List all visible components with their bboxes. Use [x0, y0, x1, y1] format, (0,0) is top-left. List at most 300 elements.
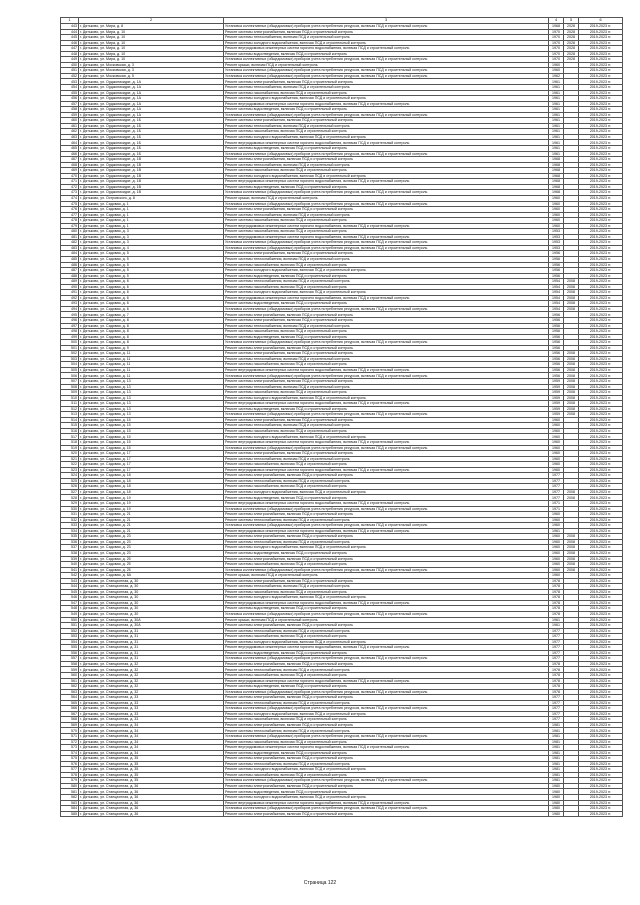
address-cell: г. Дятьково, ул. Станционная, д. 34	[79, 739, 224, 745]
last-repair-year-cell: 2028	[564, 51, 579, 57]
address-cell: г. Дятьково, ул. Орджоникидзе, д. 1В	[79, 162, 224, 168]
address-cell: г. Дятьково, ул. Орджоникидзе, д. 1А	[79, 112, 224, 118]
row-number-cell: 459	[61, 112, 79, 118]
address-cell: г. Дятьково, ул. Садовая, д. 11	[79, 367, 224, 373]
table-row	[61, 811, 623, 817]
planned-period-cell: 2019-2023 гг.	[579, 57, 623, 63]
address-cell: г. Дятьково, ул. Мира, д. 10	[79, 57, 224, 63]
address-cell: г. Дятьково, ул. Садовая, д. 17	[79, 462, 224, 468]
work-type-cell: Ремонт системы теплоснабжения, включая ПСД и строительный контроль	[224, 728, 549, 734]
address-cell: г. Дятьково, ул. Станционная, д. 33	[79, 695, 224, 701]
address-cell: г. Дятьково, ул. Орджоникидзе, д. 1А	[79, 107, 224, 113]
work-type-cell: Ремонт внутридомовых инженерных систем горячего водоснабжения, включая ПСД и строительный контроль	[224, 46, 549, 52]
row-number-cell: 478	[61, 218, 79, 224]
row-number-cell: 565	[61, 700, 79, 706]
address-cell: г. Дятьково, ул. Мира, д. 10	[79, 46, 224, 52]
planned-period-cell: 2019-2023 гг.	[579, 678, 623, 684]
planned-period-cell: 2019-2023 гг.	[579, 223, 623, 229]
row-number-cell: 517	[61, 434, 79, 440]
work-type-cell: Ремонт системы теплоснабжения, включая ПСД и строительный контроль	[224, 85, 549, 91]
row-number-cell: 464	[61, 140, 79, 146]
build-year-cell: 1977	[549, 489, 564, 495]
build-year-cell: 1970	[549, 29, 564, 35]
build-year-cell: 1977	[549, 628, 564, 634]
row-number-cell: 505	[61, 367, 79, 373]
address-cell: г. Дятьково, ул. Садовая, д. 11	[79, 356, 224, 362]
row-number-cell: 451	[61, 68, 79, 74]
address-cell: г. Дятьково, ул. Станционная, д. 30А	[79, 623, 224, 629]
address-cell: г. Дятьково, ул. Станционная, д. 32	[79, 689, 224, 695]
build-year-cell: 1981	[549, 722, 564, 728]
work-type-cell: Ремонт системы электроснабжения, включая ПСД и строительный контроль	[224, 417, 549, 423]
last-repair-year-cell: 2028	[564, 35, 579, 41]
build-year-cell: 1971	[549, 501, 564, 507]
build-year-cell: 1956	[549, 273, 564, 279]
build-year-cell: 1977	[549, 473, 564, 479]
address-cell: г. Дятьково, ул. Станционная, д. 31	[79, 639, 224, 645]
build-year-cell: 1968	[549, 179, 564, 185]
row-number-cell: 449	[61, 57, 79, 63]
row-number-cell: 577	[61, 767, 79, 773]
last-repair-year-cell: 2028	[564, 57, 579, 63]
planned-period-cell: 2019-2023 гг.	[579, 356, 623, 362]
work-type-cell: Ремонт системы теплоснабжения, включая ПСД и строительный контроль	[224, 256, 549, 262]
work-type-cell: Установка коллективных (общедомовых) приборов учета потребления ресурсов, включая ПСД и строительный контроль	[224, 57, 549, 63]
planned-period-cell: 2019-2023 гг.	[579, 256, 623, 262]
build-year-cell: 1961	[549, 118, 564, 124]
row-number-cell: 465	[61, 146, 79, 152]
row-number-cell: 559	[61, 667, 79, 673]
address-cell: г. Дятьково, ул. Садовая, д. 5	[79, 273, 224, 279]
planned-period-cell: 2019-2023 гг.	[579, 24, 623, 30]
build-year-cell: 1970	[549, 51, 564, 57]
work-type-cell: Установка коллективных (общедомовых) приборов учета потребления ресурсов, включая ПСД и строительный контроль	[224, 778, 549, 784]
planned-period-cell: 2019-2023 гг.	[579, 334, 623, 340]
row-number-cell: 562	[61, 684, 79, 690]
work-type-cell: Ремонт системы электроснабжения, включая ПСД и строительный контроль	[224, 623, 549, 629]
work-type-cell: Ремонт системы холодного водоснабжения, включая ПСД и строительный контроль	[224, 711, 549, 717]
address-cell: г. Дятьково, ул. Станционная, д. 34	[79, 734, 224, 740]
last-repair-year-cell: 2008	[564, 373, 579, 379]
build-year-cell: 1960	[549, 562, 564, 568]
planned-period-cell: 2019-2023 гг.	[579, 390, 623, 396]
work-type-cell: Ремонт системы электроснабжения, включая ПСД и строительный контроль	[224, 556, 549, 562]
row-number-cell: 531	[61, 512, 79, 518]
planned-period-cell: 2019-2023 гг.	[579, 229, 623, 235]
row-number-cell: 443	[61, 24, 79, 30]
work-type-cell: Ремонт системы теплоснабжения, включая ПСД и строительный контроль	[224, 456, 549, 462]
planned-period-cell: 2019-2023 гг.	[579, 567, 623, 573]
address-cell: г. Дятьково, ул. Садовая, д. 13	[79, 401, 224, 407]
work-type-cell: Ремонт системы холодного водоснабжения, включая ПСД и строительный контроль	[224, 595, 549, 601]
address-cell: г. Дятьково, ул. Орджоникидзе, д. 1А	[79, 101, 224, 107]
work-type-cell: Ремонт внутридомовых инженерных систем горячего водоснабжения, включая ПСД и строительный контроль	[224, 367, 549, 373]
build-year-cell: 1978	[549, 600, 564, 606]
row-number-cell: 561	[61, 678, 79, 684]
row-number-cell: 487	[61, 268, 79, 274]
row-number-cell: 490	[61, 284, 79, 290]
work-type-cell: Ремонт системы электроснабжения, включая ПСД и строительный контроль	[224, 312, 549, 318]
build-year-cell: 1981	[549, 734, 564, 740]
planned-period-cell: 2019-2023 гг.	[579, 734, 623, 740]
address-cell: г. Дятьково, ул. Садовая, д. 7	[79, 312, 224, 318]
address-cell: г. Дятьково, ул. Станционная, д. 35	[79, 756, 224, 762]
row-number-cell: 572	[61, 739, 79, 745]
row-number-cell: 532	[61, 517, 79, 523]
planned-period-cell: 2019-2023 гг.	[579, 51, 623, 57]
work-type-cell: Установка коллективных (общедомовых) приборов учета потребления ресурсов, включая ПСД и строительный контроль	[224, 412, 549, 418]
row-number-cell: 582	[61, 795, 79, 801]
address-cell: г. Дятьково, ул. Садовая, д. 18	[79, 484, 224, 490]
address-cell: г. Дятьково, ул. Садовая, д. 17	[79, 451, 224, 457]
row-number-cell: 501	[61, 345, 79, 351]
address-cell: г. Дятьково, ул. Садовая, д. 13	[79, 406, 224, 412]
build-year-cell: 1978	[549, 589, 564, 595]
row-number-cell: 578	[61, 772, 79, 778]
work-type-cell: Ремонт системы водоотведения, включая ПСД и строительный контроль	[224, 789, 549, 795]
address-cell: г. Дятьково, ул. Садовая, д. 5	[79, 262, 224, 268]
work-type-cell: Ремонт системы газоснабжения, включая ПСД и строительный контроль	[224, 562, 549, 568]
last-repair-year-cell: 2008	[564, 406, 579, 412]
planned-period-cell: 2019-2023 гг.	[579, 772, 623, 778]
address-cell: г. Дятьково, ул. Садовая, д. 8	[79, 323, 224, 329]
address-cell: г. Дятьково, ул. Садовая, д. 11	[79, 351, 224, 357]
build-year-cell: 1960	[549, 428, 564, 434]
address-cell: г. Дятьково, ул. Садовая, д. 23	[79, 550, 224, 556]
build-year-cell: 1953	[549, 234, 564, 240]
address-cell: г. Дятьково, ул. Садовая, д. 8	[79, 329, 224, 335]
work-type-cell: Ремонт системы водоотведения, включая ПСД и строительный контроль	[224, 107, 549, 113]
build-year-cell: 1980	[549, 806, 564, 812]
build-year-cell: 1959	[549, 379, 564, 385]
build-year-cell: 1980	[549, 811, 564, 817]
planned-period-cell: 2019-2023 гг.	[579, 362, 623, 368]
row-number-cell: 538	[61, 550, 79, 556]
work-type-cell: Ремонт системы электроснабжения, включая ПСД и строительный контроль	[224, 661, 549, 667]
build-year-cell: 1970	[549, 40, 564, 46]
build-year-cell: 1977	[549, 695, 564, 701]
planned-period-cell: 2019-2023 гг.	[579, 218, 623, 224]
build-year-cell: 1981	[549, 750, 564, 756]
work-type-cell: Ремонт системы электроснабжения, включая ПСД и строительный контроль	[224, 29, 549, 35]
build-year-cell: 1961	[549, 85, 564, 91]
planned-period-cell: 2019-2023 гг.	[579, 634, 623, 640]
row-number-cell: 474	[61, 195, 79, 201]
row-number-cell: 519	[61, 445, 79, 451]
address-cell: г. Дятьково, ул. Садовая, д. 8	[79, 340, 224, 346]
row-number-cell: 446	[61, 40, 79, 46]
build-year-cell: 1961	[549, 123, 564, 129]
row-number-cell: 480	[61, 229, 79, 235]
build-year-cell: 1977	[549, 650, 564, 656]
build-year-cell: 1953	[549, 245, 564, 251]
work-type-cell: Ремонт системы теплоснабжения, включая ПСД и строительный контроль	[224, 761, 549, 767]
build-year-cell: 1961	[549, 623, 564, 629]
planned-period-cell: 2019-2023 гг.	[579, 717, 623, 723]
build-year-cell: 1978	[549, 678, 564, 684]
address-cell: г. Дятьково, ул. Станционная, д. 36	[79, 811, 224, 817]
planned-period-cell: 2019-2023 гг.	[579, 800, 623, 806]
address-cell: г. Дятьково, ул. Садовая, д. 3	[79, 229, 224, 235]
address-cell: г. Дятьково, ул. Станционная, д. 31	[79, 656, 224, 662]
last-repair-year-cell: 2008	[564, 295, 579, 301]
planned-period-cell: 2019-2023 гг.	[579, 478, 623, 484]
row-number-cell: 529	[61, 501, 79, 507]
build-year-cell: 1981	[549, 778, 564, 784]
planned-period-cell: 2019-2023 гг.	[579, 806, 623, 812]
last-repair-year-cell: 2028	[564, 46, 579, 52]
work-type-cell: Установка коллективных (общедомовых) приборов учета потребления ресурсов, включая ПСД и строительный контроль	[224, 506, 549, 512]
work-type-cell: Ремонт системы газоснабжения, включая ПСД и строительный контроль	[224, 129, 549, 135]
build-year-cell: 1968	[549, 190, 564, 196]
work-type-cell: Ремонт внутридомовых инженерных систем горячего водоснабжения, включая ПСД и строительный контроль	[224, 295, 549, 301]
address-cell: г. Дятьково, ул. Станционная, д. 32	[79, 667, 224, 673]
last-repair-year-cell: 2008	[564, 534, 579, 540]
row-number-cell: 540	[61, 562, 79, 568]
work-type-cell: Ремонт системы теплоснабжения, включая ПСД и строительный контроль	[224, 123, 549, 129]
work-type-cell: Ремонт крыши, включая ПСД и строительный контроль	[224, 62, 549, 68]
address-cell: г. Дятьково, ул. Станционная, д. 33	[79, 706, 224, 712]
row-number-cell: 521	[61, 456, 79, 462]
work-type-cell: Ремонт внутридомовых инженерных систем горячего водоснабжения, включая ПСД и строительный контроль	[224, 501, 549, 507]
planned-period-cell: 2019-2023 гг.	[579, 689, 623, 695]
build-year-cell: 1970	[549, 35, 564, 41]
planned-period-cell: 2019-2023 гг.	[579, 312, 623, 318]
row-number-cell: 524	[61, 473, 79, 479]
work-type-cell: Ремонт системы газоснабжения, включая ПСД и строительный контроль	[224, 390, 549, 396]
planned-period-cell: 2019-2023 гг.	[579, 462, 623, 468]
row-number-cell: 445	[61, 35, 79, 41]
row-number-cell: 557	[61, 656, 79, 662]
address-cell: г. Дятьково, ул. Садовая, д. 18	[79, 478, 224, 484]
address-cell: г. Дятьково, ул. Садовая, д. 9	[79, 345, 224, 351]
row-number-cell: 447	[61, 46, 79, 52]
row-number-cell: 533	[61, 523, 79, 529]
planned-period-cell: 2019-2023 гг.	[579, 550, 623, 556]
planned-period-cell: 2019-2023 гг.	[579, 62, 623, 68]
address-cell: г. Дятьково, ул. Станционная, д. 30А	[79, 617, 224, 623]
build-year-cell: 1977	[549, 639, 564, 645]
work-type-cell: Ремонт крыши, включая ПСД и строительный контроль	[224, 573, 549, 579]
build-year-cell: 1960	[549, 512, 564, 518]
address-cell: г. Дятьково, ул. Станционная, д. 34	[79, 722, 224, 728]
work-type-cell: Ремонт системы водоотведения, включая ПСД и строительный контроль	[224, 495, 549, 501]
build-year-cell: 1954	[549, 301, 564, 307]
work-type-cell: Ремонт системы электроснабжения, включая ПСД и строительный контроль	[224, 512, 549, 518]
row-number-cell: 469	[61, 168, 79, 174]
row-number-cell: 495	[61, 312, 79, 318]
row-number-cell: 563	[61, 689, 79, 695]
last-repair-year-cell: 2008	[564, 556, 579, 562]
work-type-cell: Ремонт системы водоотведения, включая ПСД и строительный контроль	[224, 301, 549, 307]
address-cell: г. Дятьково, ул. Станционная, д. 30	[79, 611, 224, 617]
address-cell: г. Дятьково, ул. Станционная, д. 36	[79, 789, 224, 795]
address-cell: г. Дятьково, ул. Садовая, д. 18	[79, 489, 224, 495]
build-year-cell: 1961	[549, 107, 564, 113]
planned-period-cell: 2019-2023 гг.	[579, 639, 623, 645]
address-cell: г. Дятьково, ул. Садовая, д. 15	[79, 440, 224, 446]
build-year-cell: 1956	[549, 256, 564, 262]
row-number-cell: 489	[61, 279, 79, 285]
work-type-cell: Ремонт внутридомовых инженерных систем горячего водоснабжения, включая ПСД и строительный контроль	[224, 440, 549, 446]
row-number-cell: 535	[61, 534, 79, 540]
work-type-cell: Ремонт внутридомовых инженерных систем горячего водоснабжения, включая ПСД и строительный контроль	[224, 234, 549, 240]
row-number-cell: 452	[61, 73, 79, 79]
build-year-cell: 1977	[549, 700, 564, 706]
work-type-cell: Ремонт системы электроснабжения, включая ПСД и строительный контроль	[224, 451, 549, 457]
planned-period-cell: 2019-2023 гг.	[579, 489, 623, 495]
build-year-cell: 1968	[549, 157, 564, 163]
last-repair-year-cell: 2008	[564, 412, 579, 418]
address-cell: г. Дятьково, ул. Станционная, д. 30	[79, 589, 224, 595]
work-type-cell: Ремонт системы теплоснабжения, включая ПСД и строительный контроль	[224, 539, 549, 545]
work-type-cell: Ремонт системы теплоснабжения, включая ПСД и строительный контроль	[224, 212, 549, 218]
address-cell: г. Дятьково, ул. Садовая, д. 19	[79, 506, 224, 512]
work-type-cell: Установка коллективных (общедомовых) приборов учета потребления ресурсов, включая ПСД и строительный контроль	[224, 445, 549, 451]
row-number-cell: 488	[61, 273, 79, 279]
row-number-cell: 456	[61, 96, 79, 102]
planned-period-cell: 2019-2023 гг.	[579, 434, 623, 440]
last-repair-year-cell: 2008	[564, 384, 579, 390]
row-number-cell: 545	[61, 589, 79, 595]
row-number-cell: 462	[61, 129, 79, 135]
work-type-cell: Ремонт системы электроснабжения, включая ПСД и строительный контроль	[224, 118, 549, 124]
work-type-cell: Установка коллективных (общедомовых) приборов учета потребления ресурсов, включая ПСД и строительный контроль	[224, 201, 549, 207]
row-number-cell: 475	[61, 201, 79, 207]
address-cell: г. Дятьково, ул. Садовая, д. 23	[79, 545, 224, 551]
work-type-cell: Ремонт системы газоснабжения, включая ПСД и строительный контроль	[224, 262, 549, 268]
build-year-cell: 1960	[549, 223, 564, 229]
work-type-cell: Ремонт системы водоотведения, включая ПСД и строительный контроль	[224, 334, 549, 340]
address-cell: г. Дятьково, ул. Садовая, д. 25	[79, 567, 224, 573]
work-type-cell: Установка коллективных (общедомовых) приборов учета потребления ресурсов, включая ПСД и строительный контроль	[224, 689, 549, 695]
row-number-cell: 542	[61, 573, 79, 579]
planned-period-cell: 2019-2023 гг.	[579, 384, 623, 390]
work-type-cell: Ремонт системы теплоснабжения, включая ПСД и строительный контроль	[224, 323, 549, 329]
work-type-cell: Ремонт системы водоотведения, включая ПСД и строительный контроль	[224, 146, 549, 152]
work-type-cell: Ремонт системы электроснабжения, включая ПСД и строительный контроль	[224, 345, 549, 351]
build-year-cell: 1960	[549, 550, 564, 556]
planned-period-cell: 2019-2023 гг.	[579, 190, 623, 196]
planned-period-cell: 2019-2023 гг.	[579, 501, 623, 507]
build-year-cell: 1956	[549, 351, 564, 357]
address-cell: г. Дятьково, ул. Садовая, д. 21	[79, 512, 224, 518]
build-year-cell: 1960	[549, 456, 564, 462]
work-type-cell: Ремонт системы электроснабжения, включая ПСД и строительный контроль	[224, 473, 549, 479]
build-year-cell: 1959	[549, 412, 564, 418]
build-year-cell: 1956	[549, 373, 564, 379]
address-cell: г. Дятьково, ул. Станционная, д. 33	[79, 711, 224, 717]
work-type-cell: Ремонт системы теплоснабжения, включая ПСД и строительный контроль	[224, 162, 549, 168]
build-year-cell: 1956	[549, 317, 564, 323]
last-repair-year-cell: 2028	[564, 24, 579, 30]
planned-period-cell: 2019-2023 гг.	[579, 151, 623, 157]
planned-period-cell: 2019-2023 гг.	[579, 107, 623, 113]
build-year-cell: 1977	[549, 706, 564, 712]
planned-period-cell: 2019-2023 гг.	[579, 268, 623, 274]
build-year-cell: 1960	[549, 462, 564, 468]
row-number-cell: 454	[61, 85, 79, 91]
planned-period-cell: 2019-2023 гг.	[579, 456, 623, 462]
last-repair-year-cell: 2008	[564, 379, 579, 385]
build-year-cell: 1977	[549, 484, 564, 490]
row-number-cell: 585	[61, 811, 79, 817]
build-year-cell: 1960	[549, 207, 564, 213]
work-type-cell: Ремонт системы теплоснабжения, включая ПСД и строительный контроль	[224, 478, 549, 484]
planned-period-cell: 2019-2023 гг.	[579, 251, 623, 257]
work-type-cell: Ремонт внутридомовых инженерных систем горячего водоснабжения, включая ПСД и строительный контроль	[224, 528, 549, 534]
address-cell: г. Дятьково, ул. Садовая, д. 21	[79, 523, 224, 529]
work-type-cell: Ремонт системы холодного водоснабжения, включая ПСД и строительный контроль	[224, 96, 549, 102]
planned-period-cell: 2019-2023 гг.	[579, 684, 623, 690]
address-cell: г. Дятьково, ул. Мира, д. 10	[79, 35, 224, 41]
planned-period-cell: 2019-2023 гг.	[579, 290, 623, 296]
planned-period-cell: 2019-2023 гг.	[579, 495, 623, 501]
row-number-cell: 536	[61, 539, 79, 545]
spreadsheet-page	[60, 17, 622, 817]
work-type-cell: Ремонт системы холодного водоснабжения, включая ПСД и строительный контроль	[224, 395, 549, 401]
planned-period-cell: 2019-2023 гг.	[579, 162, 623, 168]
work-type-cell: Ремонт системы водоотведения, включая ПСД и строительный контроль	[224, 51, 549, 57]
row-number-cell: 584	[61, 806, 79, 812]
build-year-cell: 1962	[549, 73, 564, 79]
address-cell: г. Дятьково, ул. Садовая, д. 21	[79, 517, 224, 523]
planned-period-cell: 2019-2023 гг.	[579, 79, 623, 85]
build-year-cell: 1978	[549, 606, 564, 612]
address-cell: г. Дятьково, ул. Садовая, д. 15	[79, 445, 224, 451]
row-number-cell: 541	[61, 567, 79, 573]
planned-period-cell: 2019-2023 гг.	[579, 700, 623, 706]
header-cell: 6	[579, 18, 623, 24]
planned-period-cell: 2019-2023 гг.	[579, 617, 623, 623]
planned-period-cell: 2019-2023 гг.	[579, 301, 623, 307]
planned-period-cell: 2019-2023 гг.	[579, 756, 623, 762]
last-repair-year-cell: 2008	[564, 495, 579, 501]
build-year-cell: 1961	[549, 79, 564, 85]
planned-period-cell: 2019-2023 гг.	[579, 761, 623, 767]
work-type-cell: Ремонт системы водоотведения, включая ПСД и строительный контроль	[224, 550, 549, 556]
address-cell: г. Дятьково, ул. Станционная, д. 36	[79, 783, 224, 789]
work-type-cell: Ремонт системы электроснабжения, включая ПСД и строительный контроль	[224, 534, 549, 540]
row-number-cell: 547	[61, 600, 79, 606]
row-number-cell: 537	[61, 545, 79, 551]
work-type-cell: Ремонт системы холодного водоснабжения, включая ПСД и строительный контроль	[224, 434, 549, 440]
planned-period-cell: 2019-2023 гг.	[579, 506, 623, 512]
row-number-cell: 498	[61, 329, 79, 335]
work-type-cell: Ремонт системы теплоснабжения, включая ПСД и строительный контроль	[224, 384, 549, 390]
planned-period-cell: 2019-2023 гг.	[579, 672, 623, 678]
build-year-cell: 1960	[549, 545, 564, 551]
last-repair-year-cell: 2008	[564, 367, 579, 373]
row-number-cell: 448	[61, 51, 79, 57]
row-number-cell: 515	[61, 423, 79, 429]
planned-period-cell: 2019-2023 гг.	[579, 85, 623, 91]
planned-period-cell: 2019-2023 гг.	[579, 295, 623, 301]
last-repair-year-cell: 2028	[564, 29, 579, 35]
work-type-cell: Установка коллективных (общедомовых) приборов учета потребления ресурсов, включая ПСД и строительный контроль	[224, 240, 549, 246]
row-number-cell: 463	[61, 134, 79, 140]
build-year-cell: 1960	[549, 201, 564, 207]
build-year-cell: 1959	[549, 390, 564, 396]
build-year-cell: 1954	[549, 284, 564, 290]
work-type-cell: Ремонт системы электроснабжения, включая ПСД и строительный контроль	[224, 379, 549, 385]
row-number-cell: 457	[61, 101, 79, 107]
header-cell: 3	[224, 18, 549, 24]
build-year-cell: 1961	[549, 134, 564, 140]
row-number-cell: 508	[61, 384, 79, 390]
row-number-cell: 496	[61, 317, 79, 323]
address-cell: г. Дятьково, ул. Мира, д. 10	[79, 40, 224, 46]
